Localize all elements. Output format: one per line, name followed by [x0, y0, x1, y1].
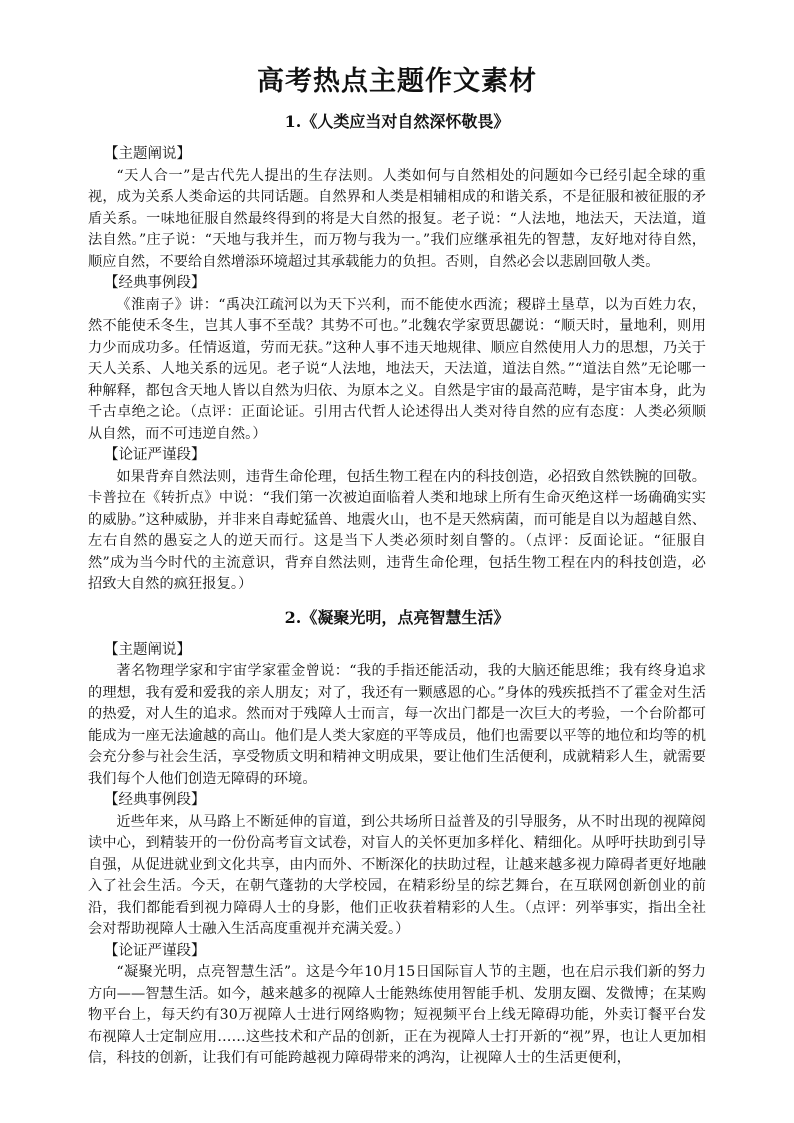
section-1-example-paragraph: 《淮南子》讲：“禹决江疏河以为天下兴利，而不能使水西流；稷辟土垦草，以为百姓力农，然不能使禾冬生，岂其人事不至哉？其势不可也。”北魏农学家贾思勰说：“顺天时，量地利，则用力少而成功多。任情返道，劳而无获。”这种人事不违天地规律、顺应自然使用人力的思想，乃关于天人关系、人地关系的远见。老子说“人法地，地法天，天法道，道法自然。”“道法自然”无论哪一种解释，都包含天地人皆以自然为归依、为原本之义。自然是宇宙的最高范畴，是宇宙本身，此为千古卓绝之论。（点评：正面论证。引用古代哲人论述得出人类对待自然的应有态度：人类必须顺从自然，而不可违逆自然。）: [88, 296, 706, 442]
section-1-example-label: 【经典事例段】: [104, 275, 206, 291]
section-2-argument-label: 【论证严谨段】: [104, 942, 206, 959]
section-1-argument-label: 【论证严谨段】: [104, 447, 206, 463]
section-1-theme-paragraph: “天人合一”是古代先人提出的生存法则。人类如何与自然相处的问题如今已经引起全球的重视，成为关系人类命运的共同话题。自然界和人类是相辅相成的和谐关系，不是征服和被征服的矛盾关系。一味地征服自然最终得到的将是大自然的报复。老子说：“人法地，地法天，天法道，道法自然。”庄子说：“天地与我并生，而万物与我为一。”我们应继承祖先的智慧，友好地对待自然，顺应自然，不要给自然增添环境超过其承载能力的负担。否则，自然必会以悲剧回敬人类。: [88, 167, 706, 270]
document-title: 高考热点主题作文素材: [257, 66, 537, 97]
section-2-argument-paragraph: “凝聚光明，点亮智慧生活”。这是今年10月15日国际盲人节的主题，也在启示我们新的努力方向——智慧生活。如今，越来越多的视障人士能熟练使用智能手机、发朋友圈、发微博；在某购物平台上，每天约有30万视障人士进行网络购物；短视频平台上线无障碍功能，外卖订餐平台发布视障人士定制应用……这些技术和产品的创新，正在为视障人士打开新的“视”界，也让人更加相信，科技的创新，让我们有可能跨越视力障碍带来的鸿沟，让视障人士的生活更便利，: [88, 964, 706, 1066]
section-2-theme-label: 【主题阐说】: [104, 641, 191, 658]
section-2-theme-paragraph: 著名物理学家和宇宙学家霍金曾说：“我的手指还能活动，我的大脑还能思维；我有终身追求的理想，我有爱和爱我的亲人朋友；对了，我还有一颗感恩的心。”身体的残疾抵挡不了霍金对生活的热爱，对人生的追求。然而对于残障人士而言，每一次出门都是一次巨大的考验，一个台阶都可能成为一座无法逾越的高山。他们是人类大家庭的平等成员，他们也需要以平等的地位和均等的机会充分参与社会生活，享受物质文明和精神文明成果，要让他们生活便利，成就精彩人生，就需要我们每个人他们创造无障碍的环境。: [88, 663, 706, 787]
section-2-example-label: 【经典事例段】: [104, 792, 206, 808]
section-1-theme-label: 【主题阐说】: [104, 146, 191, 162]
section-2-example-paragraph: 近些年来，从马路上不断延伸的盲道，到公共场所日益普及的引导服务，从不时出现的视障阅读中心，到精装开的一份份高考盲文试卷，对盲人的关怀更加多样化、精细化。从呼吁扶助到引导自强，从促进就业到文化共享，由内而外、不断深化的扶助过程，让越来越多视力障碍者更好地融入了社会生活。今天，在朝气蓬勃的大学校园，在精彩纷呈的综艺舞台，在互联网创新创业的前沿，我们都能看到视力障碍人士的身影，他们正收获着精彩的人生。（点评：列举事实，指出全社会对帮助视障人士融入生活高度重视并充满关爱。）: [88, 813, 706, 937]
section-1-heading: 1.《人类应当对自然深怀敬畏》: [284, 112, 510, 131]
section-1-argument-paragraph: 如果背弃自然法则，违背生命伦理，包括生物工程在内的科技创造，必招致自然铁腕的回敬。卡普拉在《转折点》中说：“我们第一次被迫面临着人类和地球上所有生命灭绝这样一场确确实实的威胁。”这种威胁，并非来自毒蛇猛兽、地震火山，也不是天然病菌，而可能是自以为超越自然、左右自然的愚妄之人的逆天而行。这是当下人类必须时刻自警的。（点评：反面论证。“征服自然”成为当今时代的主流意识，背弃自然法则，违背生命伦理，包括生物工程在内的科技创造，必招致大自然的疯狂报复。）: [88, 468, 706, 592]
section-2-heading: 2.《凝聚光明，点亮智慧生活》: [284, 607, 510, 627]
